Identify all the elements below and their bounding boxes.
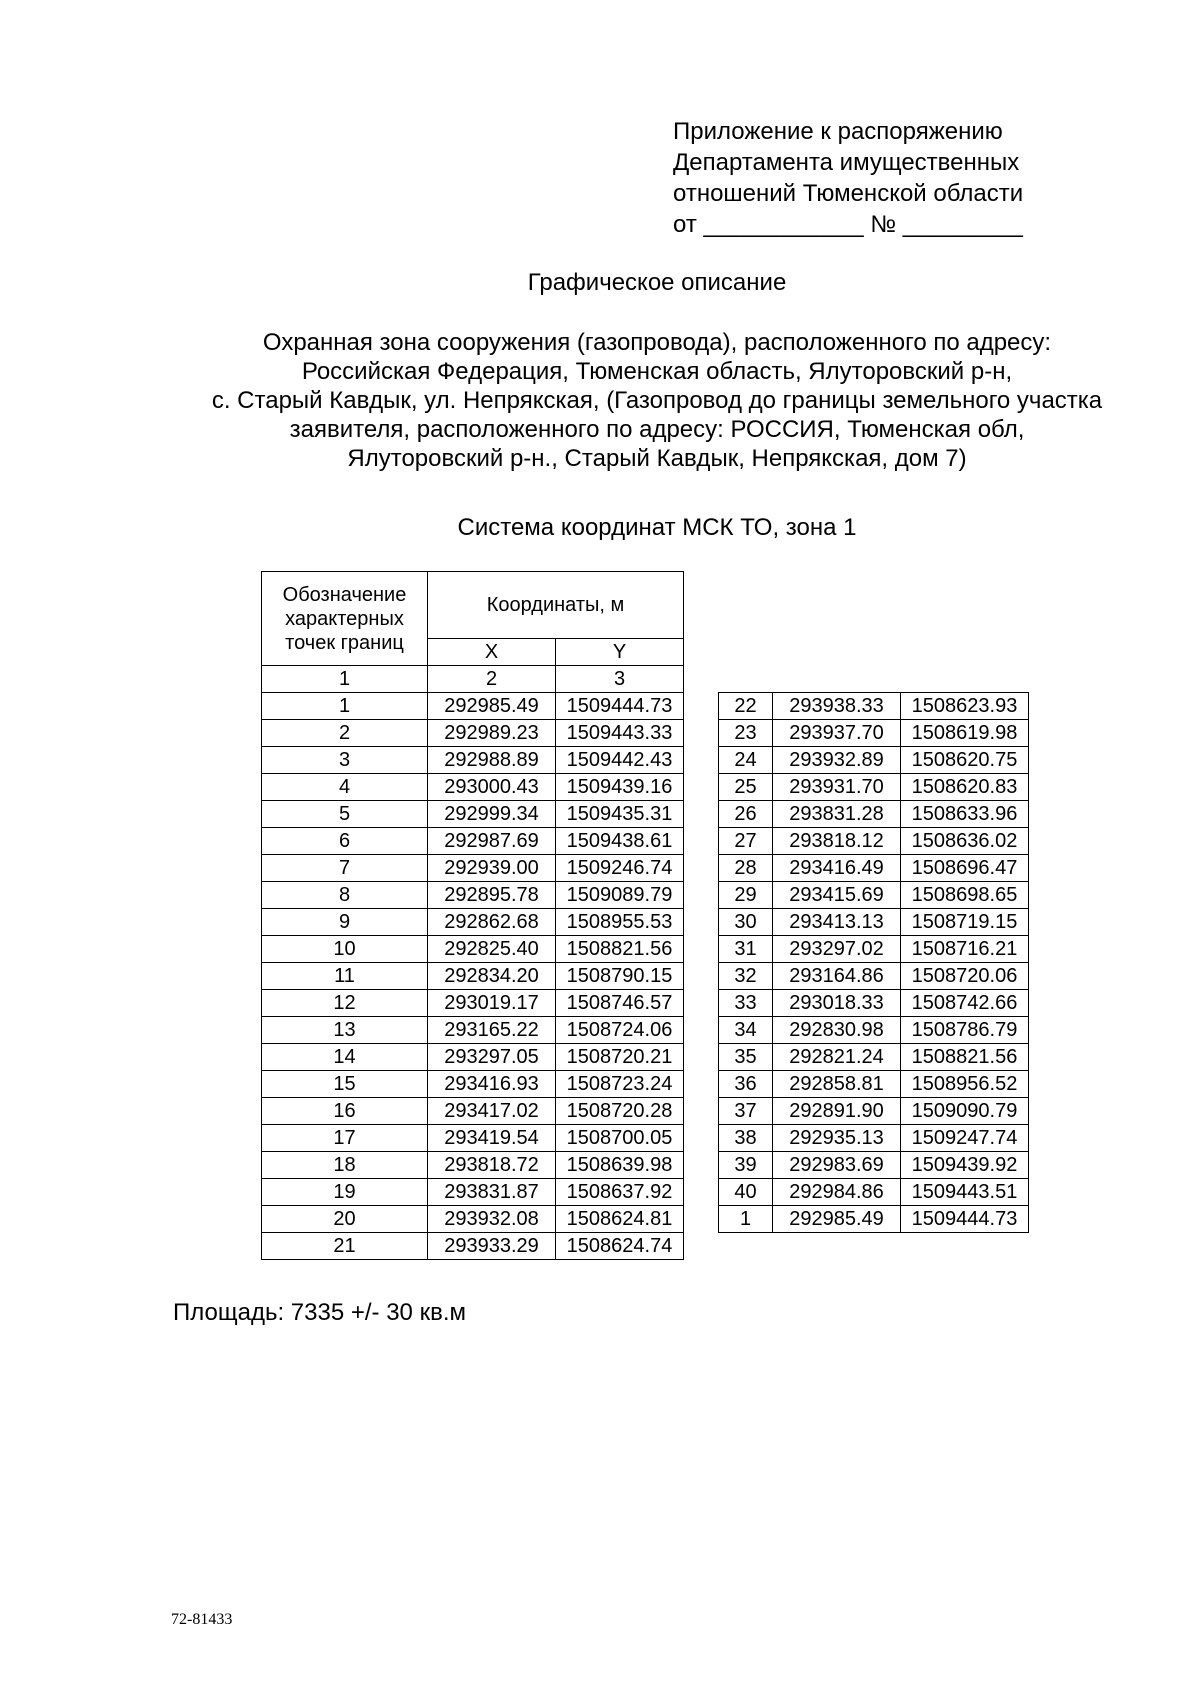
document-number: 72-81433: [171, 1611, 233, 1628]
x-coordinate-cell: 292985.49: [773, 1206, 901, 1233]
document-title: Графическое описание: [527, 269, 787, 296]
y-coordinate-cell: 1508742.66: [901, 990, 1029, 1017]
x-coordinate-cell: 292830.98: [773, 1017, 901, 1044]
point-number-cell: 3: [262, 747, 428, 774]
x-coordinate-cell: 292985.49: [428, 693, 556, 720]
table-row: [719, 882, 1029, 909]
table-row: [262, 1206, 684, 1233]
table-row: [262, 855, 684, 882]
y-coordinate-cell: 1508716.21: [901, 936, 1029, 963]
point-number-cell: 29: [719, 882, 773, 909]
table-row: [262, 1098, 684, 1125]
point-number-cell: 10: [262, 936, 428, 963]
y-coordinate-cell: 1508724.06: [556, 1017, 684, 1044]
table-row: [719, 909, 1029, 936]
point-number-cell: 33: [719, 990, 773, 1017]
y-coordinate-cell: 1509435.31: [556, 801, 684, 828]
point-number-cell: 23: [719, 720, 773, 747]
appendix-line-2: Департамента имущественных: [673, 149, 1020, 176]
coordinates-table-body: [262, 693, 684, 1260]
point-number-cell: 37: [719, 1098, 773, 1125]
y-coordinate-cell: 1508821.56: [556, 936, 684, 963]
y-coordinate-cell: 1508620.83: [901, 774, 1029, 801]
point-number-cell: 26: [719, 801, 773, 828]
table-row: [262, 693, 684, 720]
table-row: [262, 801, 684, 828]
point-number-cell: 38: [719, 1125, 773, 1152]
point-number-cell: 8: [262, 882, 428, 909]
point-number-cell: 21: [262, 1233, 428, 1260]
area-label: Площадь: 7335 +/- 30 кв.м: [173, 1299, 466, 1326]
point-number-cell: 30: [719, 909, 773, 936]
table-row: [719, 963, 1029, 990]
x-coordinate-cell: 293932.08: [428, 1206, 556, 1233]
x-coordinate-cell: 293416.49: [773, 855, 901, 882]
point-number-cell: 32: [719, 963, 773, 990]
x-coordinate-cell: 293937.70: [773, 720, 901, 747]
point-number-cell: 7: [262, 855, 428, 882]
y-coordinate-cell: 1508720.21: [556, 1044, 684, 1071]
table-row: [719, 774, 1029, 801]
table-row: [719, 1125, 1029, 1152]
y-coordinate-cell: 1509089.79: [556, 882, 684, 909]
x-coordinate-cell: 292821.24: [773, 1044, 901, 1071]
description-line: Российская Федерация, Тюменская область, Ялуторовский р-н,: [301, 358, 1013, 385]
y-coordinate-cell: 1508786.79: [901, 1017, 1029, 1044]
x-coordinate-cell: 293419.54: [428, 1125, 556, 1152]
x-coordinate-cell: 293413.13: [773, 909, 901, 936]
x-coordinate-cell: 292988.89: [428, 747, 556, 774]
x-coordinate-cell: 293938.33: [773, 693, 901, 720]
point-number-cell: 36: [719, 1071, 773, 1098]
coordinates-table-continuation: [718, 692, 1029, 1233]
table-row: [719, 1071, 1029, 1098]
y-coordinate-cell: 1509438.61: [556, 828, 684, 855]
table-row: [262, 1044, 684, 1071]
appendix-line-1: Приложение к распоряжению: [673, 118, 1003, 145]
table-row: [719, 828, 1029, 855]
table-row: [719, 801, 1029, 828]
y-coordinate-cell: 1508720.06: [901, 963, 1029, 990]
table-row: [719, 990, 1029, 1017]
x-coordinate-cell: 292999.34: [428, 801, 556, 828]
coordinates-table-continuation-body: [719, 693, 1029, 1233]
x-coordinate-cell: 292989.23: [428, 720, 556, 747]
x-coordinate-cell: 292825.40: [428, 936, 556, 963]
point-number-cell: 34: [719, 1017, 773, 1044]
table-row: [262, 909, 684, 936]
column-number: 1: [262, 666, 428, 693]
table-row: [719, 1152, 1029, 1179]
point-number-cell: 12: [262, 990, 428, 1017]
column-number: 2: [428, 666, 556, 693]
point-number-cell: 40: [719, 1179, 773, 1206]
y-coordinate-cell: 1508636.02: [901, 828, 1029, 855]
x-coordinate-cell: 293164.86: [773, 963, 901, 990]
y-coordinate-cell: 1508746.57: [556, 990, 684, 1017]
x-coordinate-cell: 293416.93: [428, 1071, 556, 1098]
y-coordinate-cell: 1508620.75: [901, 747, 1029, 774]
table-row: [262, 1071, 684, 1098]
x-coordinate-cell: 292858.81: [773, 1071, 901, 1098]
y-coordinate-cell: 1509444.73: [901, 1206, 1029, 1233]
x-coordinate-cell: 292935.13: [773, 1125, 901, 1152]
appendix-block: [673, 116, 1023, 240]
y-coordinate-cell: 1508637.92: [556, 1179, 684, 1206]
point-number-cell: 9: [262, 909, 428, 936]
appendix-line-3: отношений Тюменской области: [673, 180, 1024, 207]
x-coordinate-cell: 293818.12: [773, 828, 901, 855]
point-number-cell: 1: [262, 693, 428, 720]
x-coordinate-cell: 293165.22: [428, 1017, 556, 1044]
table-row: [719, 855, 1029, 882]
x-coordinate-cell: 293415.69: [773, 882, 901, 909]
y-coordinate-cell: 1508633.96: [901, 801, 1029, 828]
table-row: [719, 747, 1029, 774]
y-coordinate-cell: 1509444.73: [556, 693, 684, 720]
point-number-cell: 28: [719, 855, 773, 882]
x-coordinate-cell: 293018.33: [773, 990, 901, 1017]
x-coordinate-cell: 292984.86: [773, 1179, 901, 1206]
table-row: [262, 720, 684, 747]
point-number-cell: 14: [262, 1044, 428, 1071]
table-row: [262, 1125, 684, 1152]
point-number-cell: 16: [262, 1098, 428, 1125]
table-row: [262, 747, 684, 774]
point-number-cell: 1: [719, 1206, 773, 1233]
point-number-cell: 39: [719, 1152, 773, 1179]
table-row: [719, 936, 1029, 963]
x-coordinate-cell: 293297.02: [773, 936, 901, 963]
y-coordinate-cell: 1509439.16: [556, 774, 684, 801]
x-coordinate-cell: 292983.69: [773, 1152, 901, 1179]
column-number: 3: [556, 666, 684, 693]
table-row: [262, 936, 684, 963]
x-coordinate-cell: 293831.87: [428, 1179, 556, 1206]
point-number-cell: 2: [262, 720, 428, 747]
header-point-designation: Обозначение характерных точек границ: [262, 572, 428, 666]
description-line: заявителя, расположенного по адресу: РОССИЯ, Тюменская обл,: [289, 416, 1025, 443]
y-coordinate-cell: 1508956.52: [901, 1071, 1029, 1098]
x-coordinate-cell: 292895.78: [428, 882, 556, 909]
x-coordinate-cell: 292987.69: [428, 828, 556, 855]
x-coordinate-cell: 293417.02: [428, 1098, 556, 1125]
y-coordinate-cell: 1509246.74: [556, 855, 684, 882]
y-coordinate-cell: 1508639.98: [556, 1152, 684, 1179]
appendix-line-4: от ____________ № _________: [673, 211, 1023, 238]
table-row: [262, 1179, 684, 1206]
table-row: [719, 720, 1029, 747]
x-coordinate-cell: 293019.17: [428, 990, 556, 1017]
table-row: [719, 1098, 1029, 1125]
point-number-cell: 18: [262, 1152, 428, 1179]
x-coordinate-cell: 293297.05: [428, 1044, 556, 1071]
y-coordinate-cell: 1509443.51: [901, 1179, 1029, 1206]
x-coordinate-cell: 293931.70: [773, 774, 901, 801]
header-y: Y: [556, 639, 684, 666]
point-number-cell: 24: [719, 747, 773, 774]
y-coordinate-cell: 1508696.47: [901, 855, 1029, 882]
table-row: [262, 774, 684, 801]
y-coordinate-cell: 1508955.53: [556, 909, 684, 936]
point-number-cell: 15: [262, 1071, 428, 1098]
point-number-cell: 17: [262, 1125, 428, 1152]
y-coordinate-cell: 1509442.43: [556, 747, 684, 774]
x-coordinate-cell: 293831.28: [773, 801, 901, 828]
table-row: [262, 990, 684, 1017]
table-row: [719, 693, 1029, 720]
zone-description: [0, 328, 1200, 473]
y-coordinate-cell: 1508624.81: [556, 1206, 684, 1233]
table-row: [719, 1179, 1029, 1206]
table-row: [719, 1206, 1029, 1233]
table-row: [262, 1152, 684, 1179]
description-line: Ялуторовский р-н., Старый Кавдык, Непрякская, дом 7): [347, 445, 967, 472]
table-row: [719, 1044, 1029, 1071]
y-coordinate-cell: 1508719.15: [901, 909, 1029, 936]
point-number-cell: 35: [719, 1044, 773, 1071]
point-number-cell: 19: [262, 1179, 428, 1206]
y-coordinate-cell: 1508790.15: [556, 963, 684, 990]
y-coordinate-cell: 1508700.05: [556, 1125, 684, 1152]
point-number-cell: 6: [262, 828, 428, 855]
coordinates-table: [261, 571, 684, 1260]
y-coordinate-cell: 1508624.74: [556, 1233, 684, 1260]
description-line: с. Старый Кавдык, ул. Непрякская, (Газопровод до границы земельного участка: [211, 387, 1103, 414]
point-number-cell: 11: [262, 963, 428, 990]
x-coordinate-cell: 292862.68: [428, 909, 556, 936]
table-row: [262, 1233, 684, 1260]
x-coordinate-cell: 293818.72: [428, 1152, 556, 1179]
point-number-cell: 31: [719, 936, 773, 963]
y-coordinate-cell: 1508619.98: [901, 720, 1029, 747]
x-coordinate-cell: 293932.89: [773, 747, 901, 774]
y-coordinate-cell: 1508720.28: [556, 1098, 684, 1125]
y-coordinate-cell: 1509443.33: [556, 720, 684, 747]
table-row: [262, 828, 684, 855]
description-line: Охранная зона сооружения (газопровода), расположенного по адресу:: [262, 329, 1052, 356]
y-coordinate-cell: 1509090.79: [901, 1098, 1029, 1125]
table-row: [262, 1017, 684, 1044]
point-number-cell: 27: [719, 828, 773, 855]
y-coordinate-cell: 1508723.24: [556, 1071, 684, 1098]
table-row: [262, 882, 684, 909]
x-coordinate-cell: 292939.00: [428, 855, 556, 882]
y-coordinate-cell: 1509439.92: [901, 1152, 1029, 1179]
x-coordinate-cell: 293933.29: [428, 1233, 556, 1260]
point-number-cell: 22: [719, 693, 773, 720]
header-coordinates: Координаты, м: [428, 572, 684, 639]
y-coordinate-cell: 1509247.74: [901, 1125, 1029, 1152]
point-number-cell: 4: [262, 774, 428, 801]
point-number-cell: 5: [262, 801, 428, 828]
coordinate-system: Система координат МСК ТО, зона 1: [457, 514, 857, 541]
x-coordinate-cell: 292891.90: [773, 1098, 901, 1125]
y-coordinate-cell: 1508698.65: [901, 882, 1029, 909]
point-number-cell: 25: [719, 774, 773, 801]
header-x: X: [428, 639, 556, 666]
y-coordinate-cell: 1508821.56: [901, 1044, 1029, 1071]
table-row: [719, 1017, 1029, 1044]
y-coordinate-cell: 1508623.93: [901, 693, 1029, 720]
table-row: [262, 963, 684, 990]
x-coordinate-cell: 293000.43: [428, 774, 556, 801]
point-number-cell: 13: [262, 1017, 428, 1044]
x-coordinate-cell: 292834.20: [428, 963, 556, 990]
point-number-cell: 20: [262, 1206, 428, 1233]
